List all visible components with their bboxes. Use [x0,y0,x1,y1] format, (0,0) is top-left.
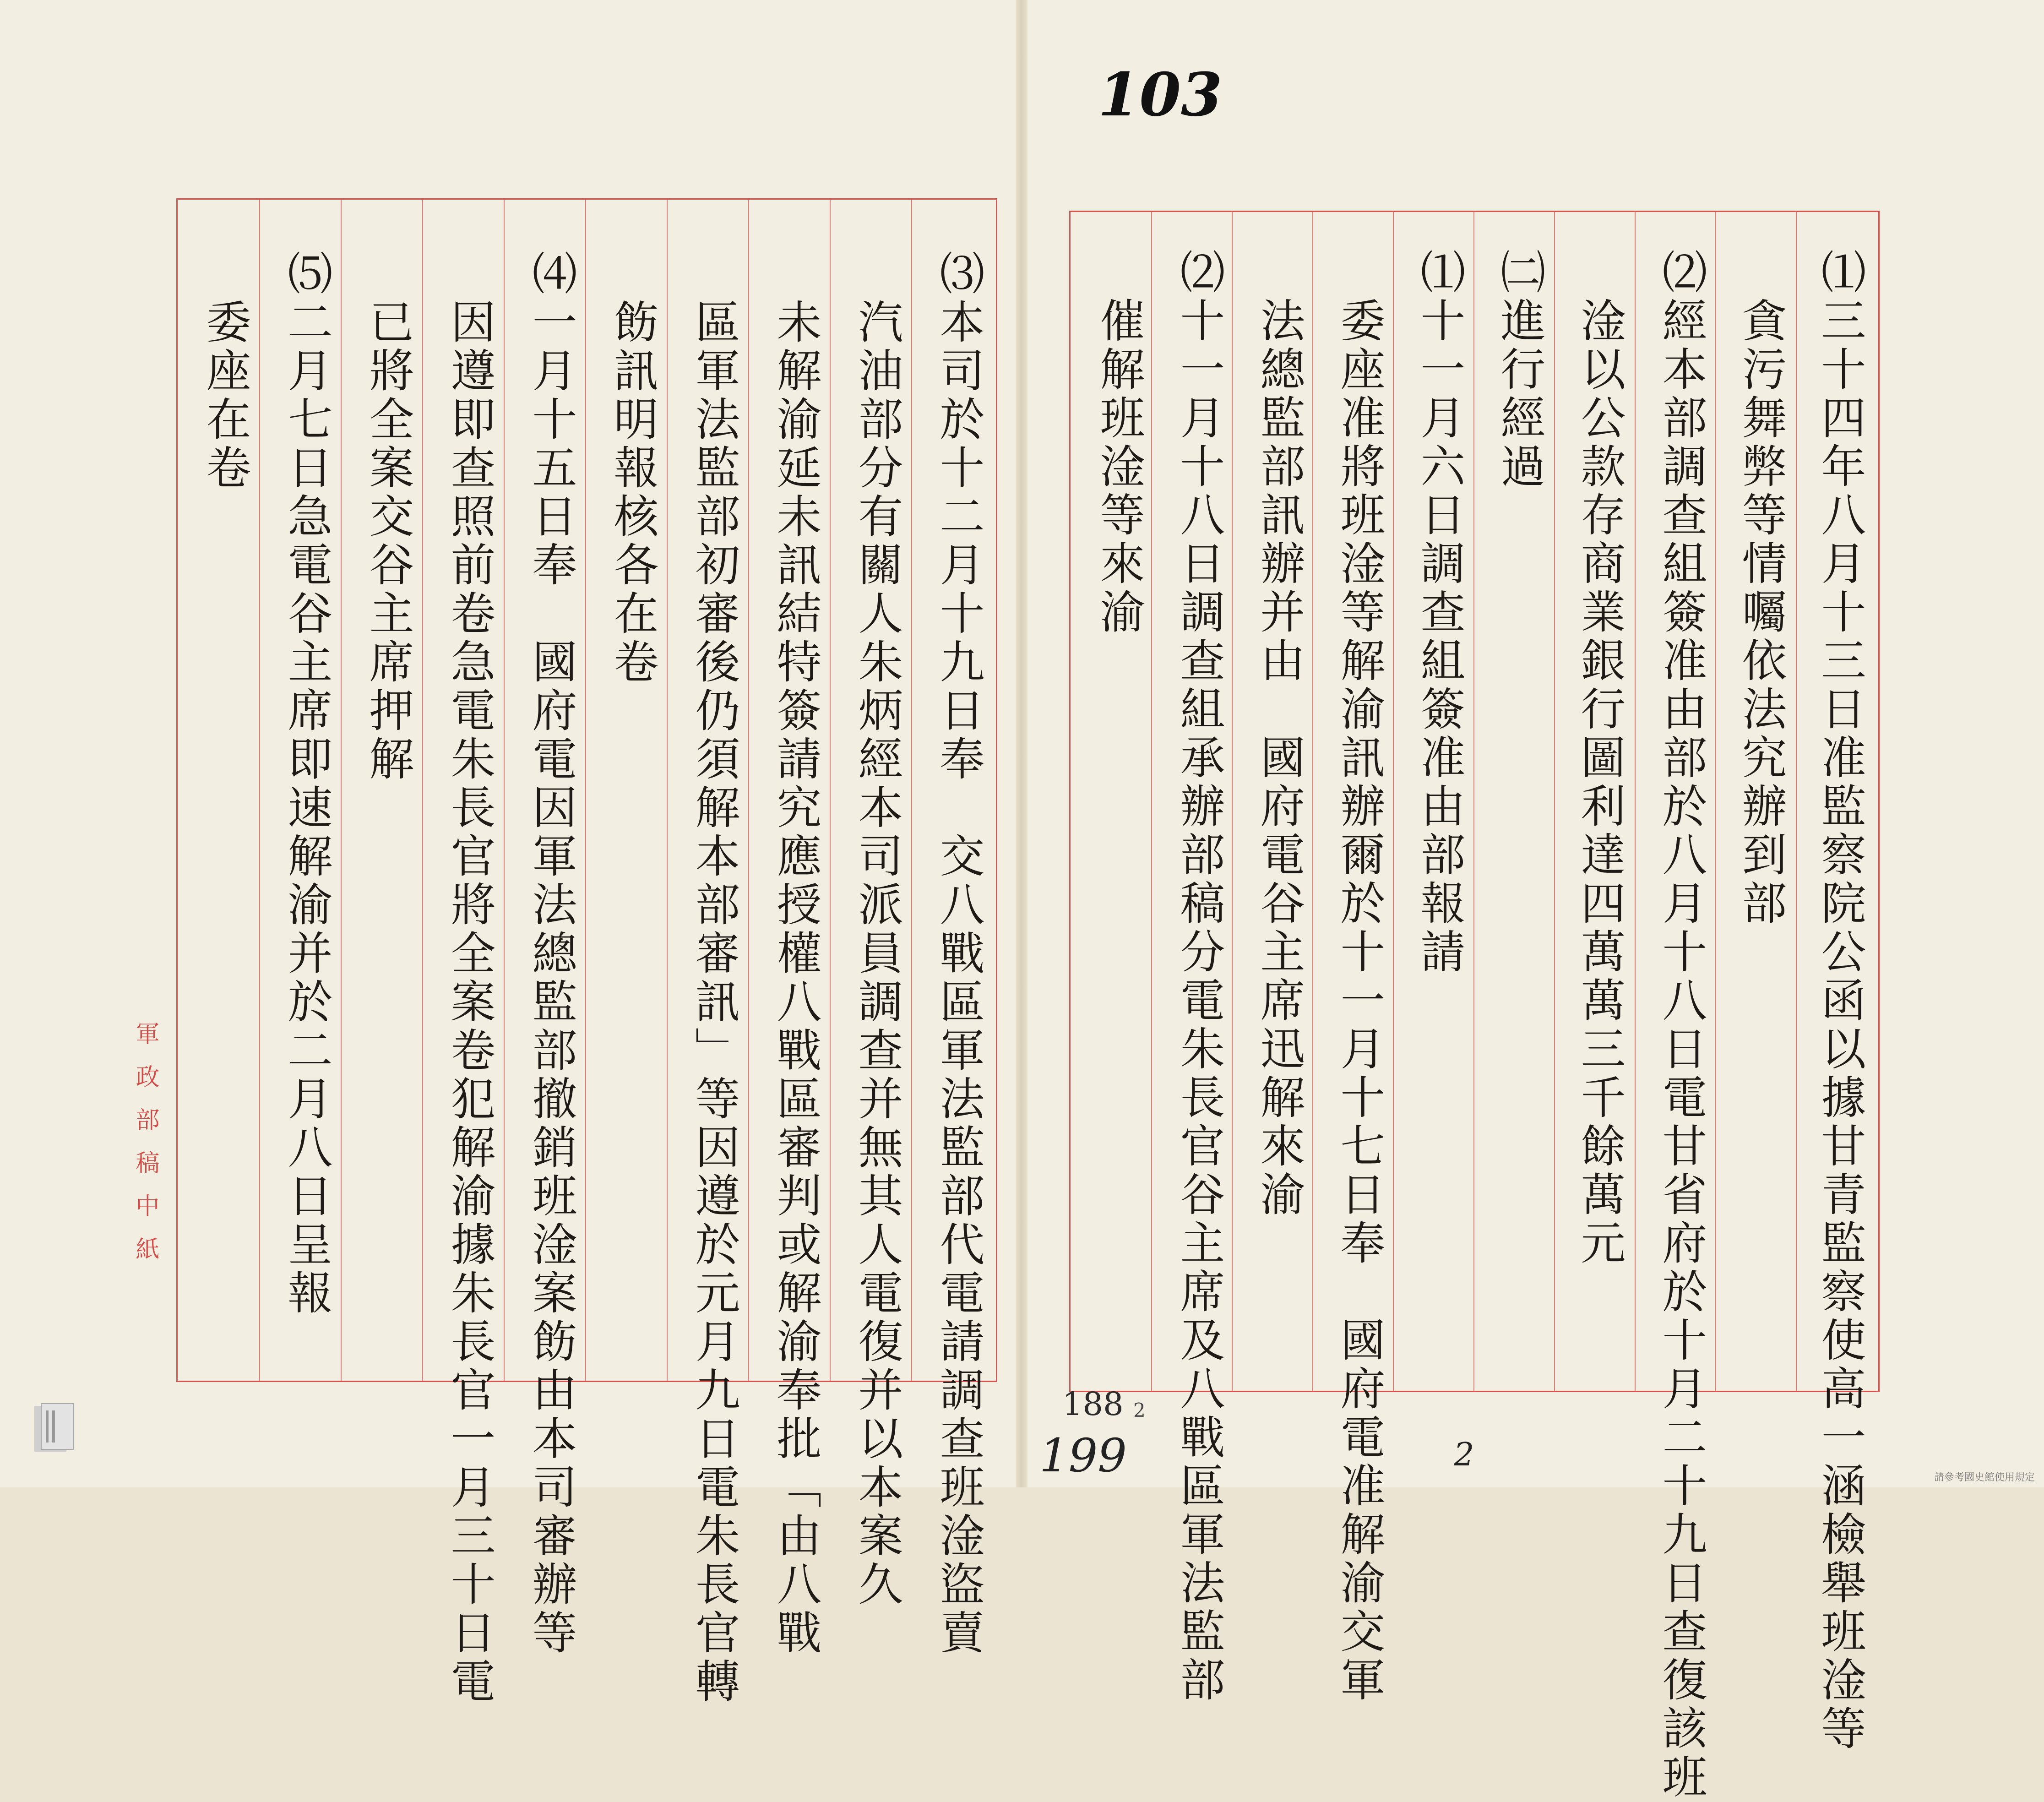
text-column-3: 未解渝延未訊結特簽請究應授權八戰區審判或解渝奉批「由八戰 [769,250,821,1658]
column-rule [422,200,423,1381]
text-column-7: 因遵即查照前卷急電朱長官將全案卷犯解渝據朱長官一月三十日電 [443,250,495,1706]
text-column-5: 飭訊明報核各在卷 [606,250,658,687]
archive-notice: 請參考國史館使用規定 [1934,1472,2035,1483]
text-column-8: 法總監部訊辦并由 國府電谷主席迅解來渝 [1253,249,1305,1219]
section-heading: ㈡進行經過 [1493,249,1545,491]
text-column-1: ⑴三十四年八月十三日准監察院公函以據甘青監察使高一涵檢舉班淦等 [1814,249,1866,1753]
column-rule [1796,212,1797,1391]
column-rule [1151,212,1152,1391]
column-rule [1393,212,1394,1391]
stamp-small-number: 2 [1133,1399,1146,1421]
left-page-frame [176,198,997,1706]
column-rule [1554,212,1555,1391]
text-column-9: ⑸二月七日急電谷主席即速解渝并於二月八日呈報 [280,250,332,1318]
column-rule [1635,212,1636,1391]
text-column-7: 委座准將班淦等解渝訊辦爾於十一月十七日奉 國府電准解渝交軍 [1333,249,1385,1705]
column-rule [341,200,342,1381]
text-column-2: 貪污舞弊等情囑依法究辦到部 [1734,249,1787,928]
text-column-4: 淦以公款存商業銀行圖利達四萬萬三千餘萬元 [1573,249,1625,1268]
text-column-6: ⑴十一月六日調查組簽准由部報請 [1413,249,1465,977]
archive-logo-icon [32,1401,76,1456]
column-rule [1232,212,1233,1391]
stamp-number: 188 [1062,1385,1124,1423]
page-number: 103 [1098,60,1223,130]
text-column-9: ⑵十一月十八日調查組承辦部稿分電朱長官谷主席及八戰區軍法監部 [1173,249,1225,1705]
column-rule [259,200,260,1381]
column-rule [504,200,505,1381]
column-rule [911,200,912,1381]
paper-maker-label: 軍政部稿中紙 [131,1021,159,1279]
column-rule [1312,212,1313,1391]
text-column-6: ⑷一月十五日奉 國府電因軍法總監部撤銷班淦案飭由本司審辦等 [525,250,577,1658]
text-column-2: 汽油部分有關人朱炳經本司派員調查并無其人電復并以本案久 [851,250,903,1609]
text-column-3: ⑵經本部調查組簽准由部於八月十八日電甘省府於十月二十九日查復該班 [1655,249,1707,1802]
text-column-8: 已將全案交谷主席押解 [362,250,414,784]
text-column-1: ⑶本司於十二月十九日奉 交八戰區軍法監部代電請調查班淦盜賣 [932,250,984,1658]
column-rule [748,200,749,1381]
handwritten-number: 199 [1039,1429,1127,1482]
column-rule [1715,212,1716,1391]
text-column-10: 催解班淦等來渝 [1093,249,1145,637]
handwritten-mark: 2 [1454,1436,1474,1473]
text-column-10: 委座在卷 [199,250,251,493]
text-column-4: 區軍法監部初審後仍須解本部審訊」等因遵於元月九日電朱長官轉 [688,250,740,1706]
column-rule [667,200,668,1381]
column-rule [830,200,831,1381]
column-rule [585,200,586,1381]
column-rule [1473,212,1474,1391]
page-fold [1016,0,1027,1487]
